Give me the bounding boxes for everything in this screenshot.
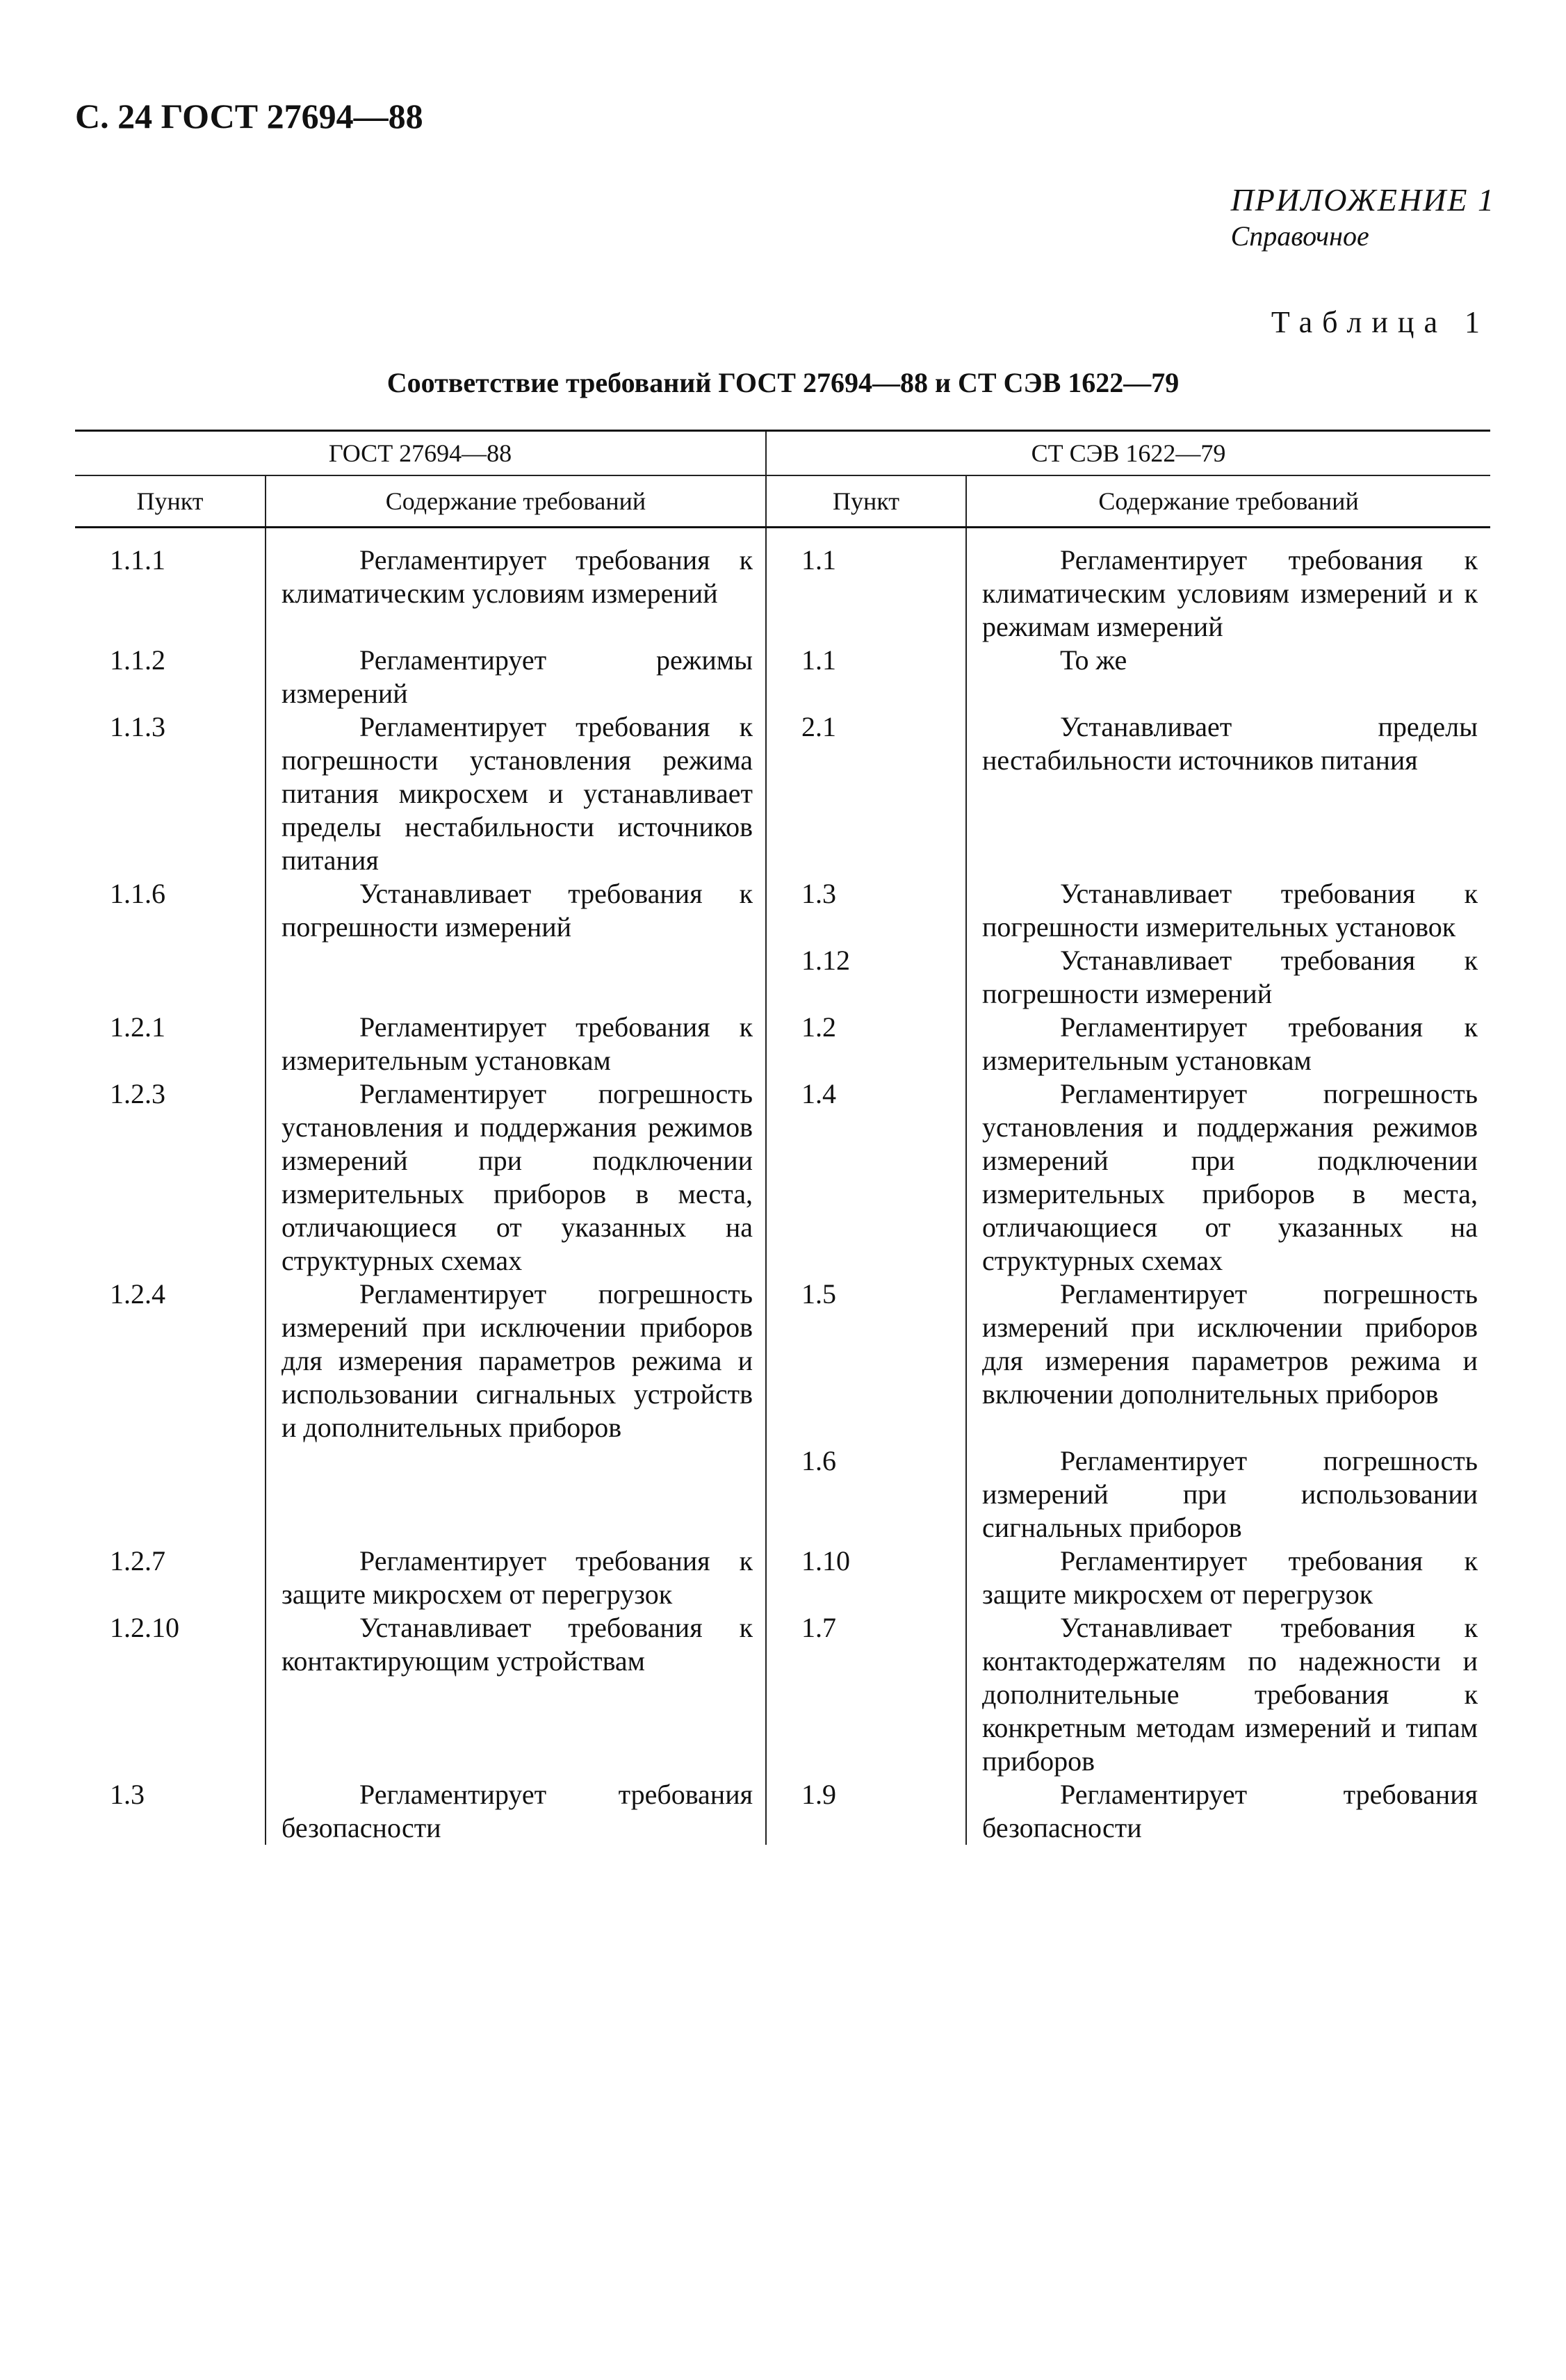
gost-punkt-cell: [75, 1444, 266, 1544]
sev-punkt-cell: 1.4: [766, 1077, 966, 1278]
sev-requirement-cell: Устанавливает пределы нестабильности источников питания: [982, 711, 1478, 776]
gost-requirement-cell: Регламентирует требования безопасности: [266, 1778, 766, 1845]
gost-punkt-cell: 1.1.2: [75, 644, 266, 710]
gost-punkt-cell: 1.2.4: [75, 1278, 266, 1444]
table-row: [75, 710, 1490, 877]
sev-punkt-cell: 1.3: [766, 877, 966, 944]
sev-requirement-cell: Регламентирует требования к климатическим условиям измерений и к режимам измерений: [982, 544, 1478, 642]
page-header: С. 24 ГОСТ 27694—88: [75, 97, 423, 136]
gost-punkt-cell: 1.1.1: [75, 528, 266, 644]
gost-punkt-cell: 1.2.1: [75, 1011, 266, 1077]
appendix-title: ПРИЛОЖЕНИЕ 1: [1230, 182, 1495, 218]
gost-punkt-cell: 1.1.6: [75, 877, 266, 944]
table-row: [75, 877, 1490, 944]
sev-punkt-cell: 1.7: [766, 1611, 966, 1778]
gost-requirement-cell: Регламентирует требования к климатическим условиям измерений: [266, 528, 766, 644]
gost-punkt-cell: 1.1.3: [75, 710, 266, 877]
sev-requirement-cell: Регламентирует погрешность установления и поддержания режимов измерений при подключении измерительных приборов в места, отличающиеся от указанных на структурных схемах: [982, 1078, 1478, 1276]
table-row: [75, 1278, 1490, 1444]
table-row: [75, 644, 1490, 710]
table-row: [75, 528, 1490, 644]
gost-requirement-cell: [266, 944, 766, 1011]
gost-punkt-cell: 1.2.10: [75, 1611, 266, 1778]
gost-punkt-cell: 1.3: [75, 1778, 266, 1845]
sev-punkt-cell: 1.12: [766, 944, 966, 1011]
gost-punkt-cell: 1.2.3: [75, 1077, 266, 1278]
sev-requirement-cell: Регламентирует требования к защите микросхем от перегрузок: [982, 1545, 1478, 1610]
gost-requirement-cell: Регламентирует требования к защите микросхем от перегрузок: [266, 1544, 766, 1611]
gost-requirement-cell: Устанавливает требования к погрешности измерений: [266, 877, 766, 944]
sev-requirement-cell: Регламентирует требования к измерительным установкам: [982, 1011, 1478, 1076]
sev-punkt-cell: 1.2: [766, 1011, 966, 1077]
sev-requirement-cell: Регламентирует погрешность измерений при исключении приборов для измерения параметров режима и включении дополнительных приборов: [982, 1278, 1478, 1410]
sev-requirement-cell: Регламентирует погрешность измерений при использовании сигнальных приборов: [982, 1445, 1478, 1543]
sev-requirement-cell: Устанавливает требования к погрешности измерений: [982, 945, 1478, 1009]
column-header-punkt-gost: Пункт: [75, 475, 266, 528]
sev-punkt-cell: 1.5: [766, 1278, 966, 1444]
column-header-punkt-sev: Пункт: [766, 475, 966, 528]
table-row: [75, 1611, 1490, 1778]
table-body: [75, 528, 1490, 1845]
gost-requirement-cell: Регламентирует требования к измерительным установкам: [266, 1011, 766, 1077]
sev-punkt-cell: 1.10: [766, 1544, 966, 1611]
gost-requirement-cell: Регламентирует погрешность измерений при исключении приборов для измерения параметров режима и использовании сигнальных устройств и дополнительных приборов: [266, 1278, 766, 1444]
sev-punkt-cell: 1.6: [766, 1444, 966, 1544]
appendix-label: [1231, 182, 1495, 254]
sev-requirement-cell: Устанавливает требования к контактодержателям по надежности и дополнительные требования к конкретным методам измерений и типам приборов: [982, 1612, 1478, 1777]
column-header-content-gost: Содержание требований: [266, 475, 766, 528]
sev-punkt-cell: 1.1: [766, 528, 966, 644]
sev-punkt-cell: 2.1: [766, 710, 966, 877]
gost-requirement-cell: Регламентирует требования к погрешности установления режима питания микросхем и устанавливает пределы нестабильности источников питания: [266, 710, 766, 877]
group-header-sev: СТ СЭВ 1622—79: [766, 431, 1490, 476]
table-row: [75, 1544, 1490, 1611]
group-header-gost: ГОСТ 27694—88: [75, 431, 766, 476]
gost-requirement-cell: Регламентирует погрешность установления и поддержания режимов измерений при подключении измерительных приборов в места, отличающиеся от указанных на структурных схемах: [266, 1077, 766, 1278]
gost-requirement-cell: [266, 1444, 766, 1544]
table-title: Соответствие требований ГОСТ 27694—88 и СТ СЭВ 1622—79: [386, 367, 1180, 398]
gost-requirement-cell: Устанавливает требования к контактирующим устройствам: [266, 1611, 766, 1778]
table-row: [75, 1778, 1490, 1845]
gost-requirement-cell: Регламентирует режимы измерений: [266, 644, 766, 710]
table-row: [75, 1444, 1490, 1544]
gost-punkt-cell: 1.2.7: [75, 1544, 266, 1611]
table-column-header: [75, 475, 1490, 528]
sev-requirement-cell: Регламентирует требования безопасности: [982, 1779, 1478, 1843]
table-row: [75, 1011, 1490, 1077]
table-group-header: [75, 431, 1490, 476]
requirements-table: [75, 430, 1490, 1845]
table-row: [75, 1077, 1490, 1278]
sev-requirement-cell: Устанавливает требования к погрешности измерительных установок: [982, 878, 1478, 943]
table-number: Таблица 1: [1271, 305, 1490, 339]
appendix-subtitle: Справочное: [1230, 220, 1369, 252]
sev-punkt-cell: 1.1: [766, 644, 966, 710]
sev-requirement-cell: То же: [1060, 644, 1127, 676]
sev-punkt-cell: 1.9: [766, 1778, 966, 1845]
table-row: [75, 944, 1490, 1011]
gost-punkt-cell: [75, 944, 266, 1011]
column-header-content-sev: Содержание требований: [966, 475, 1490, 528]
